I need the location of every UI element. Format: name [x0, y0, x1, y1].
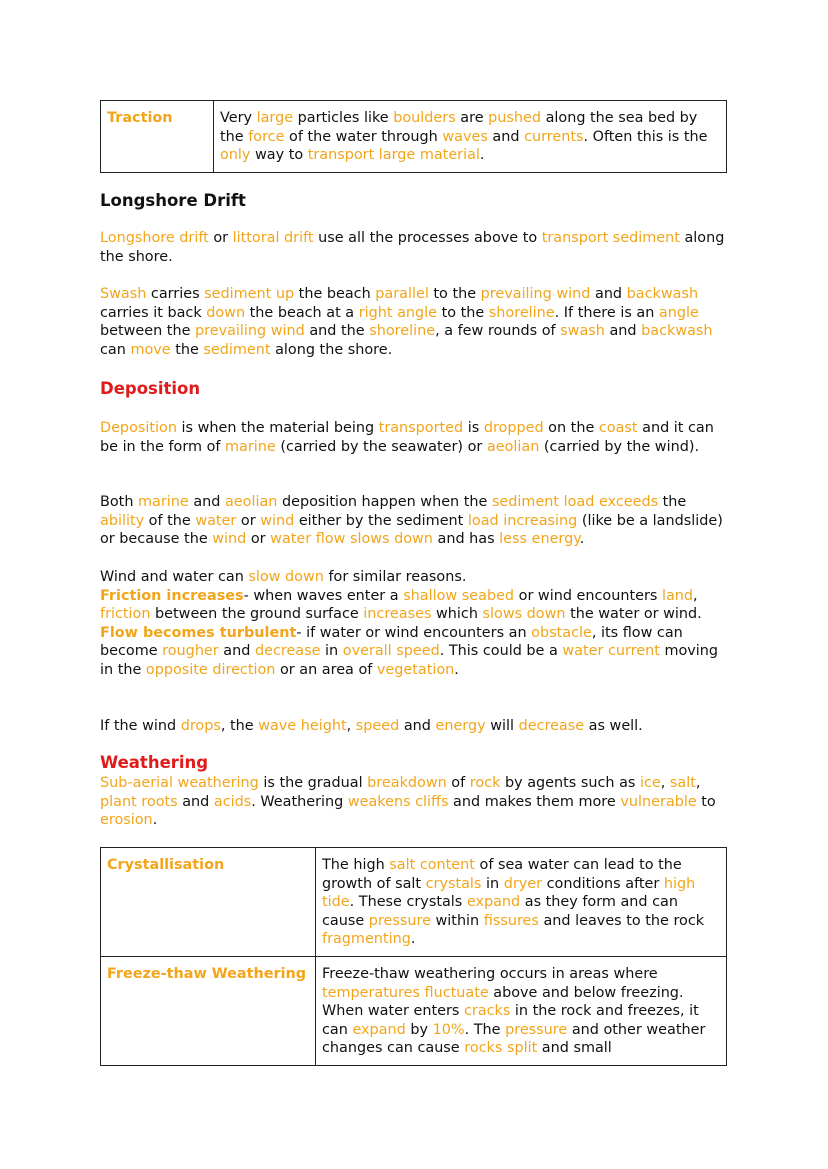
highlighted-term: currents: [524, 128, 584, 145]
text-run: . Weathering: [251, 793, 348, 810]
text-run: or: [208, 230, 233, 246]
highlighted-term: weakens cliffs: [347, 793, 449, 810]
text-run: - when waves enter a: [243, 587, 404, 604]
text-run: . These crystals: [349, 894, 467, 911]
text-run: in: [481, 875, 504, 892]
highlighted-term: obstacle: [531, 624, 592, 641]
text-run: If the wind: [100, 718, 181, 734]
highlighted-term: wind: [260, 512, 295, 529]
text-run: Both: [100, 494, 139, 510]
text-run: Wind and water can: [100, 569, 249, 585]
text-run: the beach: [294, 286, 376, 302]
text-run: ,: [660, 775, 670, 791]
text-run: as they form and can cause: [322, 894, 678, 929]
highlighted-term: backwash: [626, 286, 699, 302]
highlighted-term: salt: [669, 775, 696, 791]
text-run: the beach at a: [245, 304, 359, 321]
text-run: and has: [432, 531, 500, 548]
highlighted-term: friction: [100, 606, 151, 623]
section-heading-longshore-drift: Longshore Drift: [100, 191, 246, 210]
highlighted-term: slows down: [482, 606, 566, 623]
highlighted-term: high tide: [322, 875, 696, 911]
text-run: .: [479, 147, 485, 164]
text-run: or an area of: [275, 661, 377, 678]
highlighted-term: Friction increases: [100, 587, 244, 604]
highlighted-term: prevailing wind: [480, 286, 591, 302]
highlighted-term: drops: [180, 718, 221, 734]
highlighted-term: fissures: [483, 912, 539, 929]
text-run: carries: [146, 286, 205, 302]
text-run: ,: [693, 587, 698, 604]
text-run: (carried by the wind).: [539, 438, 700, 455]
highlighted-term: angle: [658, 304, 699, 321]
paragraph: [100, 419, 730, 456]
highlighted-term: speed: [355, 718, 400, 734]
paragraph: [100, 285, 730, 359]
highlighted-term: decrease: [254, 643, 321, 660]
text-run: deposition happen when the: [277, 494, 492, 510]
text-run: ,: [695, 775, 701, 791]
text-run: to the: [437, 304, 489, 321]
highlighted-term: aeolian: [224, 494, 278, 510]
text-run: between the ground surface: [150, 606, 364, 623]
text-run: and other weather changes can cause: [322, 1021, 706, 1057]
highlighted-term: salt content: [389, 857, 475, 873]
highlighted-term: Deposition: [100, 420, 177, 436]
text-run: by agents such as: [500, 775, 640, 791]
text-run: (like be a landslide) or because the: [100, 512, 723, 548]
text-run: .: [152, 812, 158, 829]
highlighted-term: Sub-aerial weathering: [100, 775, 259, 791]
highlighted-term: erosion: [100, 812, 153, 829]
highlighted-term: wind: [212, 531, 247, 548]
text-run: can: [100, 341, 131, 358]
text-run: will: [485, 718, 519, 734]
highlighted-term: shoreline: [369, 323, 436, 340]
highlighted-term: energy: [435, 718, 486, 734]
paragraph: [100, 229, 730, 266]
highlighted-term: prevailing wind: [195, 323, 305, 340]
highlighted-term: transport large material: [307, 147, 480, 164]
text-run: and: [604, 323, 642, 340]
text-run: along the sea bed by the: [220, 110, 698, 145]
highlighted-term: right angle: [358, 304, 437, 321]
text-run: for similar reasons.: [323, 569, 467, 585]
highlighted-term: rock: [469, 775, 501, 791]
highlighted-term: rocks split: [464, 1040, 538, 1057]
table-row: [101, 848, 727, 957]
text-run: which: [431, 606, 483, 623]
highlighted-term: large: [256, 110, 294, 126]
highlighted-term: fragmenting: [322, 931, 411, 948]
paragraph: [100, 774, 730, 830]
text-run: moving in the: [100, 643, 719, 678]
traction-table: [100, 100, 727, 173]
highlighted-term: breakdown: [367, 775, 447, 791]
text-run: or: [246, 531, 271, 548]
highlighted-term: vegetation: [376, 661, 455, 678]
text-run: within: [430, 912, 484, 929]
highlighted-term: dryer: [503, 875, 543, 892]
text-run: and leaves to the rock: [538, 912, 705, 929]
text-run: (carried by the seawater) or: [275, 438, 487, 455]
highlighted-term: pushed: [488, 110, 541, 126]
text-run: is when the material being: [176, 420, 379, 436]
highlighted-term: shoreline: [488, 304, 555, 321]
text-run: and: [590, 286, 627, 302]
section-heading-weathering: Weathering: [100, 753, 209, 772]
highlighted-term: sediment up: [204, 286, 295, 302]
highlighted-term: move: [130, 341, 171, 358]
highlighted-term: temperatures fluctuate: [322, 984, 489, 1001]
text-run: Very: [220, 110, 257, 126]
highlighted-term: shallow seabed: [403, 587, 515, 604]
text-run: of: [446, 775, 470, 791]
text-run: . Often this is the: [583, 128, 708, 145]
highlighted-term: acids: [213, 793, 252, 810]
text-run: above and below freezing. When water enters: [322, 984, 684, 1020]
text-run: and: [218, 643, 255, 660]
text-run: the water or wind.: [565, 606, 702, 623]
text-run: The high: [322, 857, 390, 873]
text-run: either by the sediment: [294, 512, 468, 529]
highlighted-term: sediment: [203, 341, 271, 358]
paragraph: [100, 493, 730, 549]
highlighted-term: backwash: [641, 323, 713, 340]
highlighted-term: rougher: [162, 643, 219, 660]
text-run: to: [696, 793, 716, 810]
text-run: is: [463, 420, 484, 436]
highlighted-term: water current: [562, 643, 660, 660]
highlighted-term: less energy: [499, 531, 580, 548]
highlighted-term: boulders: [393, 110, 456, 126]
text-run: way to: [250, 147, 308, 164]
text-run: is the gradual: [258, 775, 368, 791]
highlighted-term: marine: [225, 438, 276, 455]
text-run: are: [455, 110, 489, 126]
highlighted-term: aeolian: [486, 438, 540, 455]
text-run: carries it back: [100, 304, 207, 321]
highlighted-term: swash: [560, 323, 605, 340]
highlighted-term: 10%: [432, 1021, 465, 1038]
text-run: use all the processes above to: [313, 230, 542, 246]
paragraph: [100, 717, 730, 736]
text-run: . The: [464, 1021, 506, 1038]
highlighted-term: opposite direction: [145, 661, 276, 678]
highlighted-term: water: [195, 512, 237, 529]
text-run: as well.: [584, 718, 643, 734]
highlighted-term: force: [248, 128, 285, 145]
highlighted-term: expand: [466, 894, 521, 911]
text-run: of sea water can lead to the growth of salt: [322, 857, 682, 892]
highlighted-term: Swash: [100, 286, 147, 302]
table-description: [214, 101, 727, 173]
highlighted-term: increases: [363, 606, 432, 623]
text-run: of the: [144, 512, 196, 529]
highlighted-term: transported: [378, 420, 464, 436]
text-run: and: [399, 718, 436, 734]
text-run: and: [177, 793, 214, 810]
highlighted-term: expand: [352, 1021, 406, 1038]
text-run: by: [405, 1021, 433, 1038]
text-run: and it can be in the form of: [100, 420, 714, 455]
text-run: .: [410, 931, 416, 948]
table-description: [316, 848, 727, 957]
text-run: . This could be a: [439, 643, 563, 660]
text-run: on the: [543, 420, 599, 436]
highlighted-term: coast: [598, 420, 638, 436]
text-run: and: [487, 128, 525, 145]
text-run: and the: [304, 323, 370, 340]
highlighted-term: dropped: [483, 420, 544, 436]
highlighted-term: load increasing: [467, 512, 578, 529]
text-run: in: [320, 643, 343, 660]
highlighted-term: down: [206, 304, 246, 321]
text-run: and makes them more: [448, 793, 621, 810]
highlighted-term: decrease: [518, 718, 585, 734]
text-run: or wind encounters: [514, 587, 662, 604]
highlighted-term: vulnerable: [620, 793, 697, 810]
highlighted-term: Longshore drift: [100, 230, 209, 246]
text-run: .: [454, 661, 459, 678]
highlighted-term: cracks: [463, 1003, 511, 1020]
highlighted-term: overall speed: [342, 643, 440, 660]
text-run: , the: [220, 718, 259, 734]
text-run: . If there is an: [554, 304, 659, 321]
table-row: [101, 956, 727, 1065]
text-run: the: [170, 341, 204, 358]
text-run: to the: [428, 286, 481, 302]
highlighted-term: wave height: [258, 718, 347, 734]
text-run: and: [188, 494, 225, 510]
table-term: Freeze-thaw Weathering: [101, 956, 316, 1065]
highlighted-term: land: [661, 587, 694, 604]
text-run: along the shore.: [100, 230, 725, 265]
text-run: or: [236, 512, 261, 529]
text-run: of the water through: [284, 128, 443, 145]
highlighted-term: slow down: [248, 569, 324, 585]
text-run: conditions after: [542, 875, 664, 892]
highlighted-term: ability: [100, 512, 145, 529]
highlighted-term: pressure: [505, 1021, 568, 1038]
section-heading-deposition: Deposition: [100, 379, 201, 398]
text-run: , its flow can become: [100, 624, 683, 660]
table-row: [101, 101, 727, 173]
text-run: - if water or wind encounters an: [296, 624, 532, 641]
text-run: .: [579, 531, 585, 548]
highlighted-term: plant roots: [100, 793, 178, 810]
highlighted-term: Flow becomes turbulent: [100, 624, 297, 641]
text-run: particles like: [293, 110, 394, 126]
weathering-table: [100, 847, 727, 1066]
table-term: Traction: [101, 101, 214, 173]
highlighted-term: crystals: [425, 875, 482, 892]
text-run: between the: [100, 323, 195, 340]
highlighted-term: littoral drift: [232, 230, 314, 246]
text-run: along the shore.: [270, 341, 393, 358]
table-description: [316, 956, 727, 1065]
text-run: ,: [346, 718, 356, 734]
highlighted-term: transport sediment: [541, 230, 680, 246]
text-run: , a few rounds of: [435, 323, 561, 340]
paragraph: [100, 568, 730, 680]
highlighted-term: marine: [138, 494, 189, 510]
highlighted-term: waves: [442, 128, 488, 145]
text-run: the: [658, 494, 687, 510]
highlighted-term: pressure: [368, 912, 431, 929]
highlighted-term: only: [220, 147, 251, 164]
highlighted-term: water flow slows down: [270, 531, 433, 548]
highlighted-term: sediment load exceeds: [491, 494, 659, 510]
highlighted-term: ice: [639, 775, 661, 791]
text-run: and small: [537, 1040, 612, 1057]
text-run: Freeze-thaw weathering occurs in areas where: [322, 965, 658, 982]
text-run: in the rock and freezes, it can: [322, 1003, 699, 1038]
highlighted-term: parallel: [375, 286, 429, 302]
table-term: Crystallisation: [101, 848, 316, 957]
